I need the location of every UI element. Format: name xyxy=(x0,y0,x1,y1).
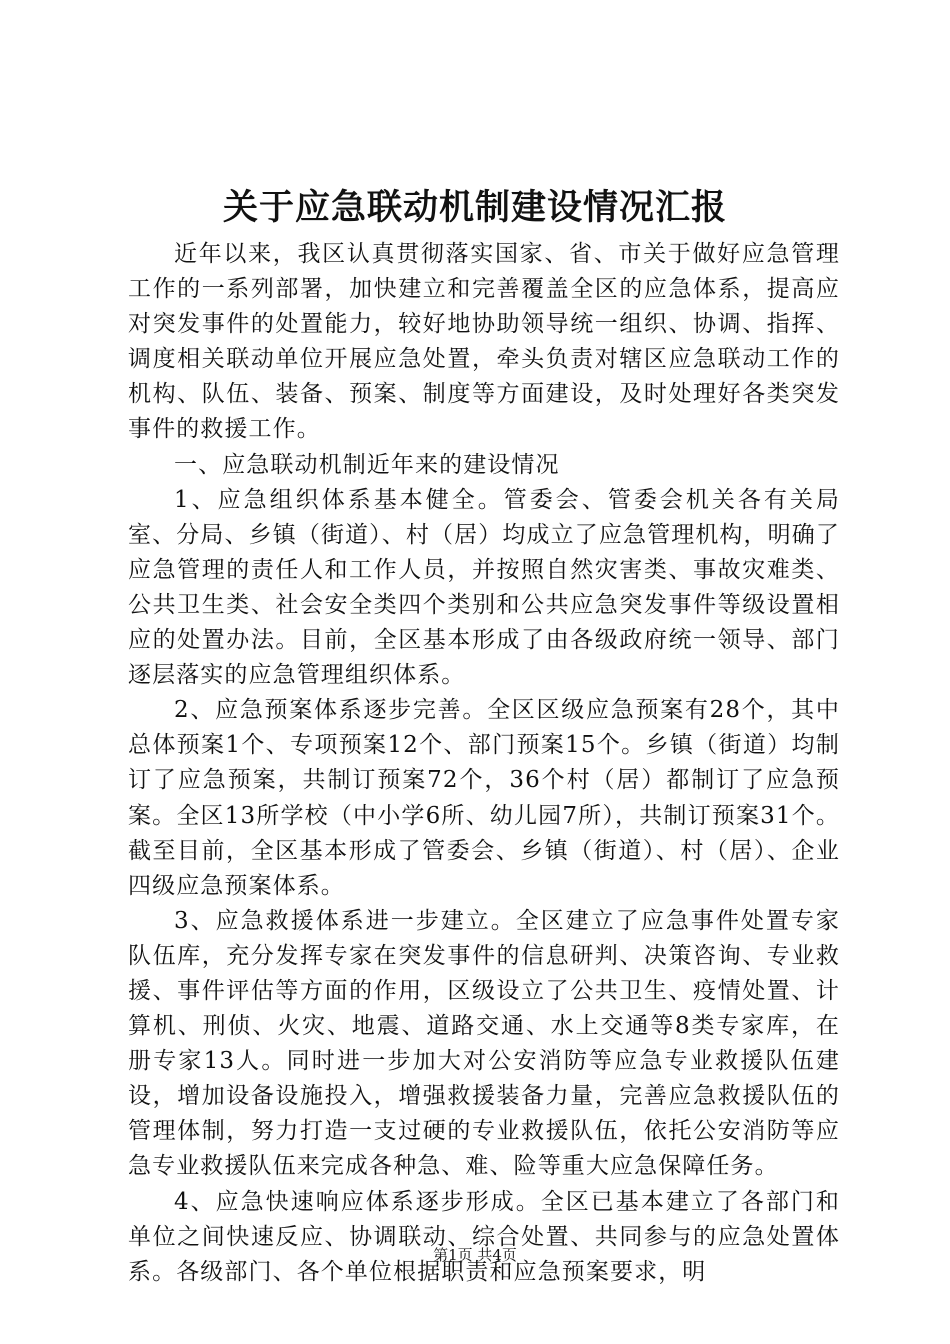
paragraph-organization-system: 1、应急组织体系基本健全。管委会、管委会机关各有关局室、分局、乡镇（街道）、村（居）均成立了应急管理机构，明确了应急管理的责任人和工作人员，并按照自然灾害类、事故灾难类、公共卫生类、社会安全类四个类别和公共应急突发事件等级设置相应的处置办法。目前，全区基本形成了由各级政府统一领导、部门逐层落实的应急管理组织体系。 xyxy=(128,486,840,689)
paragraph-plan-system: 2、应急预案体系逐步完善。全区区级应急预案有28个，其中总体预案1个、专项预案12个、部门预案15个。乡镇（街道）均制订了应急预案，共制订预案72个，36个村（居）都制订了应急预案。全区13所学校（中小学6所、幼儿园7所），共制订预案31个。截至目前，全区基本形成了管委会、乡镇（街道）、村（居）、企业四级应急预案体系。 xyxy=(128,697,840,899)
paragraph-response-system: 4、应急快速响应体系逐步形成。全区已基本建立了各部门和单位之间快速反应、协调联动、综合处置、共同参与的应急处置体系。各级部门、各个单位根据职责和应急预案要求，明 xyxy=(128,1188,840,1285)
document-body xyxy=(128,237,840,1290)
section-heading: 一、应急联动机制近年来的建设情况 xyxy=(174,451,560,478)
document-title: 关于应急联动机制建设情况汇报 xyxy=(222,187,727,228)
page-footer: 第1页 共4页 xyxy=(433,1246,517,1264)
intro-paragraph: 近年以来，我区认真贯彻落实国家、省、市关于做好应急管理工作的一系列部署，加快建立和完善覆盖全区的应急体系，提高应对突发事件的处置能力，较好地协助领导统一组织、协调、指挥、调度相关联动单位开展应急处置，牵头负责对辖区应急联动工作的机构、队伍、装备、预案、制度等方面建设，及时处理好各类突发事件的救援工作。 xyxy=(128,241,840,443)
paragraph-rescue-system: 3、应急救援体系进一步建立。全区建立了应急事件处置专家队伍库，充分发挥专家在突发事件的信息研判、决策咨询、专业救援、事件评估等方面的作用，区级设立了公共卫生、疫情处置、计算机、刑侦、火灾、地震、道路交通、水上交通等8类专家库，在册专家13人。同时进一步加大对公安消防等应急专业救援队伍建设，增加设备设施投入，增强救援装备力量，完善应急救援队伍的管理体制，努力打造一支过硬的专业救援队伍，依托公安消防等应急专业救援队伍来完成各种急、难、险等重大应急保障任务。 xyxy=(128,907,840,1180)
